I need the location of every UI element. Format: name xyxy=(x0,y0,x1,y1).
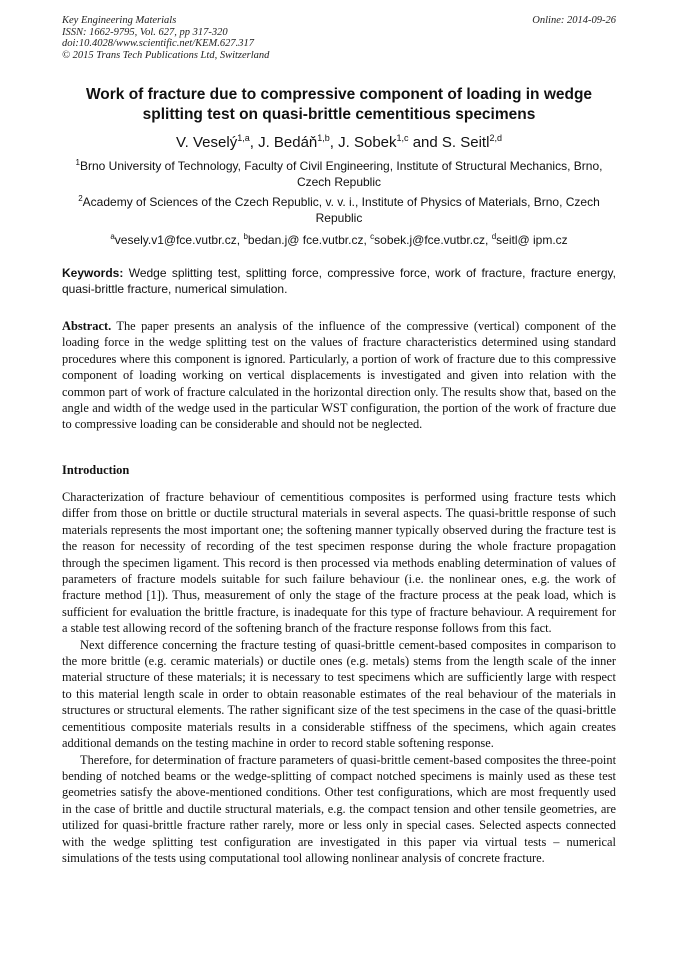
affiliation-2 xyxy=(62,191,616,226)
issn-line: ISSN: 1662-9795, Vol. 627, pp 317-320 xyxy=(62,26,228,38)
abstract-label: Abstract. xyxy=(62,319,112,333)
author-separator: , xyxy=(249,134,259,151)
email-sup: c xyxy=(370,232,375,241)
author-name: J. Sobek xyxy=(338,134,397,151)
author-list xyxy=(62,128,616,153)
online-date: Online: 2014-09-26 xyxy=(532,15,616,26)
email-address[interactable]: seitl@ ipm.cz xyxy=(496,233,568,247)
author-separator: , xyxy=(329,134,339,151)
keywords-text: Wedge splitting test, splitting force, compressive force, work of fracture, fracture energy, quasi-brittle fracture, numerical simulation. xyxy=(62,266,616,296)
affiliation-1 xyxy=(62,155,616,190)
author-name: V. Veselý xyxy=(176,134,238,151)
paragraph: Therefore, for determination of fracture parameters of quasi-brittle cement-based composites the three-point bending of notched beams or the wedge-splitting of compact notched specimens is mainly used as these test geometries satisfy the above-mentioned conditions. Other test configurations, which are most frequently used in the case of brittle and ductile structural materials, e.g. the compact tension and other tensile geometries, are utilized for quasi-brittle fracture rather rarely, more or less only in special cases. Selected aspects connected with the wedge splitting test configuration are investigated in this paper via virtual tests – numerical simulations of the tests using computational tool allowing nonlinear analysis of concrete fracture. xyxy=(62,752,617,865)
introduction-body xyxy=(62,489,616,866)
author-separator: and xyxy=(408,134,442,151)
abstract-text: The paper presents an analysis of the influence of the compressive (vertical) component of the loading force in the wedge splitting test on the values of fracture characteristics determined using standard procedures where this component is ignored. Particularly, a portion of work of fracture due to this compressive component of loading working on vertical displacements is investigated and given into relation with the common part of work of fracture calculated in the horizontal direction only. The results show that, based on the angle and width of the wedge used in the particular WST configuration, the portion of the work of fracture due to compressive loading can be considerable and should not be neglected. xyxy=(62,319,616,432)
journal-name: Key Engineering Materials xyxy=(62,15,177,26)
email-sup: b xyxy=(243,232,248,241)
paragraph: Next difference concerning the fracture testing of quasi-brittle cement-based composites in comparison to the more brittle (e.g. ceramic materials) or ductile ones (e.g. metals) stems from the length scale of the inner material structure of these materials; it is necessary to test specimens which are sufficiently large with respect to this material length scale in order to obtain reasonable estimates of the real behaviour of the materials in structures or structural elements. The rather significant size of the test specimens in the case of the quasi-brittle cementitious composite materials results in a considerable stiffness of the specimens, which again creates additional demands on the testing machine in order to record stable softening response. xyxy=(62,637,616,751)
affiliation-text: Brno University of Technology, Faculty of Civil Engineering, Institute of Structural Mechanics, Brno, Czech Republic xyxy=(79,159,603,189)
author-name: S. Seitl xyxy=(441,134,490,151)
keywords-label: Keywords: xyxy=(62,266,124,280)
author-name: J. Bedáň xyxy=(258,134,318,151)
email-sup: a xyxy=(110,232,115,241)
affiliation-sup: 2 xyxy=(78,194,83,203)
email-address[interactable]: vesely.v1@fce.vutbr.cz, xyxy=(114,233,244,247)
author-sup: 2,d xyxy=(489,133,502,143)
doi-line: doi:10.4028/www.scientific.net/KEM.627.317 xyxy=(62,38,254,49)
email-sup: d xyxy=(491,232,497,241)
paper-title: Work of fracture due to compressive component of loading in wedge splitting test on quasi-brittle cementitious specimens xyxy=(85,86,593,123)
author-sup: 1,c xyxy=(396,133,409,143)
author-sup: 1,a xyxy=(237,133,250,143)
journal-header xyxy=(62,15,269,61)
email-address[interactable]: bedan.j@ fce.vutbr.cz, xyxy=(247,233,371,247)
email-address[interactable]: sobek.j@fce.vutbr.cz, xyxy=(374,233,492,247)
keywords-block xyxy=(62,265,616,297)
email-list xyxy=(62,229,616,248)
paragraph: Characterization of fracture behaviour of cementitious composites is performed using fracture tests which differ from those on brittle or ductile structural materials in several aspects. The quasi-brittle response of such materials represents the most important one; the softening manner typically observed during the fracture test is the reason for necessity of recording of the test specimen response during the whole fracture propagation through the specimen ligament. This record is then processed via methods enabling determination of values of parameters of fracture models suitable for such failure behaviour (i.e. the nonlinear ones, e.g. the work of fracture method [1]). Thus, measurement of only the stage of the fracture process at the peak load, which is sufficient for evaluation the brittle fracture, is inadequate for this type of fracture behaviour. A requirement for a stable test allowing record of the softening branch of the fracture response follows from this fact. xyxy=(62,490,616,636)
affiliation-text: Academy of Sciences of the Czech Republic, v. v. i., Institute of Physics of Materials, Brno, Czech Republic xyxy=(82,195,600,225)
abstract-block xyxy=(62,318,616,433)
author-sup: 1,b xyxy=(317,133,330,143)
affiliation-sup: 1 xyxy=(75,158,80,167)
section-heading-introduction: Introduction xyxy=(62,463,130,477)
copyright-line: © 2015 Trans Tech Publications Ltd, Switzerland xyxy=(62,49,270,61)
